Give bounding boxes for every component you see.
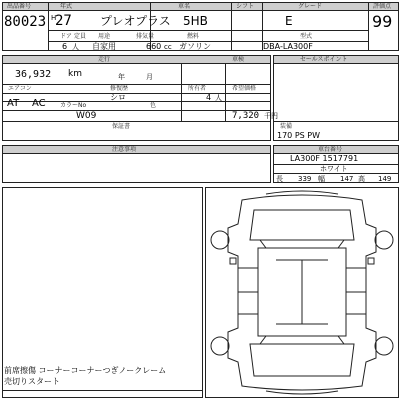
length-label: 長: [276, 175, 283, 183]
color-label: 色: [150, 102, 157, 109]
displacement: 660: [146, 42, 162, 51]
model-name: プレオプラス: [100, 14, 171, 28]
model-label: 車名: [178, 3, 191, 10]
car-body-diagram: [206, 188, 398, 397]
height-label: 高: [358, 175, 365, 183]
mileage-unit: km: [68, 69, 82, 79]
owners-label: 所有者: [188, 85, 207, 92]
chassis-label: 車台番号: [318, 146, 343, 153]
note-line-2: 売切りスタート: [4, 377, 60, 386]
usage-label: 用途: [98, 33, 111, 40]
usage: 自家用: [92, 42, 116, 51]
note-line-1: 前席擦傷 コーナーコーナーつぎノークレーム: [4, 366, 167, 375]
grade: E: [285, 14, 293, 28]
type-label: 型式: [300, 33, 313, 40]
inspection-year: 年: [118, 73, 125, 81]
seats: 6: [62, 42, 68, 51]
memo-label: 保証書: [112, 123, 131, 130]
length: 339: [298, 175, 312, 183]
reserve-label: 希望価格: [232, 85, 257, 92]
year: 27: [55, 13, 72, 29]
chassis-number: LA300F 1517791: [290, 154, 359, 163]
seats-unit: 人: [72, 43, 79, 51]
transmission: AT: [7, 98, 20, 109]
mileage-label: 走行: [98, 56, 111, 63]
color-shown: ホワイト: [320, 165, 348, 173]
aircon-label: エアコン: [8, 85, 32, 92]
aircon: AC: [32, 98, 46, 109]
grade-label: グレード: [298, 3, 323, 10]
owners-unit: 人: [215, 94, 222, 102]
seats-label: 定員: [74, 33, 87, 40]
color: シロ: [110, 93, 126, 102]
equipment: 170 PS PW: [277, 131, 320, 140]
fuel: ガソリン: [179, 42, 211, 51]
owners: 4: [206, 93, 212, 102]
shift-label: シフト: [236, 3, 255, 10]
displacement-label: 排気量: [136, 33, 155, 40]
displacement-unit: cc: [164, 43, 172, 51]
score: 99: [372, 12, 393, 31]
equipment-label: 装備: [280, 123, 293, 130]
inspection-label: 車検: [232, 56, 245, 63]
body-type: 5HB: [183, 14, 208, 28]
door-label: ドア: [60, 33, 72, 40]
model-code: DBA-LA300F: [263, 42, 313, 51]
price: 7,320: [232, 111, 260, 121]
sales-points-header: セールスポイント: [300, 56, 348, 63]
score-label: 評価点: [373, 3, 392, 10]
lot-number: 80023: [4, 14, 47, 30]
fuel-label: 燃料: [187, 33, 200, 40]
year-label: 年式: [60, 3, 73, 10]
height: 149: [378, 175, 392, 183]
price-unit: 千円: [264, 112, 278, 120]
inspection-month: 月: [146, 73, 153, 81]
era: H: [51, 14, 57, 22]
color-code: W09: [76, 111, 97, 121]
notes-box-header: 注意事項: [112, 146, 137, 153]
width-label: 幅: [318, 175, 325, 183]
width: 147: [340, 175, 354, 183]
mileage: 36,932: [15, 69, 52, 80]
lot-label: 出品番号: [7, 3, 32, 10]
repair-label: 修復歴: [110, 85, 129, 92]
color-code-label: カラーNo: [60, 102, 87, 109]
